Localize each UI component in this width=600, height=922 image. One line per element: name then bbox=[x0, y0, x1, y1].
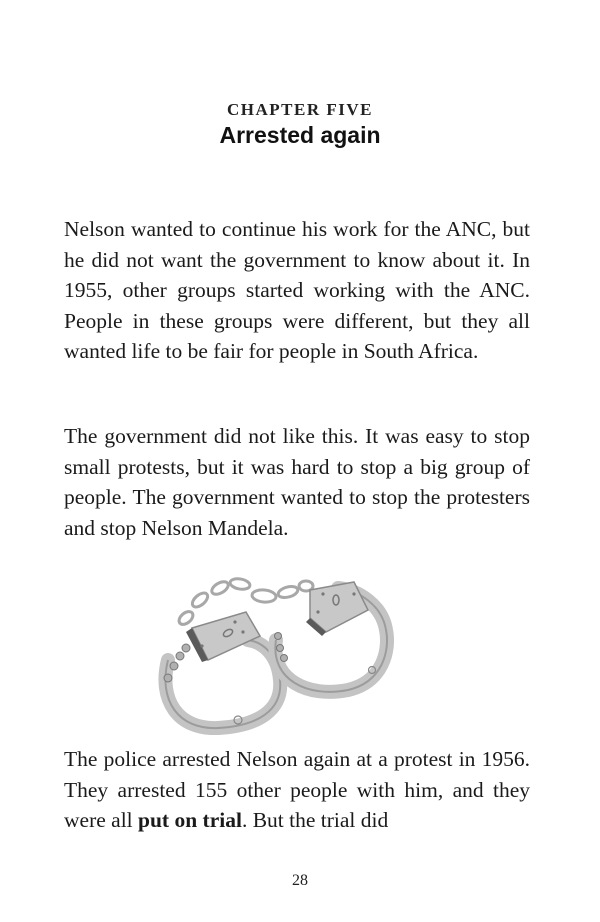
chapter-title: Arrested again bbox=[219, 122, 381, 148]
bold-term: put on trial bbox=[138, 808, 242, 832]
handcuffs-icon bbox=[158, 570, 428, 735]
page-number: 28 bbox=[292, 872, 308, 889]
paragraph-3-tail: . But the trial did bbox=[241, 808, 389, 832]
paragraph-1: Nelson wanted to continue his work for the ANC, but he did not want the government to know about it. In 1955, other groups started working with the ANC. People in these groups were different, but they all wanted life to be fair for people in South Africa. bbox=[64, 217, 530, 363]
paragraph-2: The government did not like this. It was easy to stop small protests, but it was hard to stop a big group of people. The government wanted to stop the protesters and stop Nelson Mandela. bbox=[64, 424, 530, 540]
chapter-label: CHAPTER FIVE bbox=[227, 100, 373, 119]
paragraph-3 bbox=[64, 744, 530, 836]
paragraph-3-text: The police arrested Nelson again at a protest in 1956. They arrested 155 other people with him, and they were all bbox=[64, 747, 530, 832]
